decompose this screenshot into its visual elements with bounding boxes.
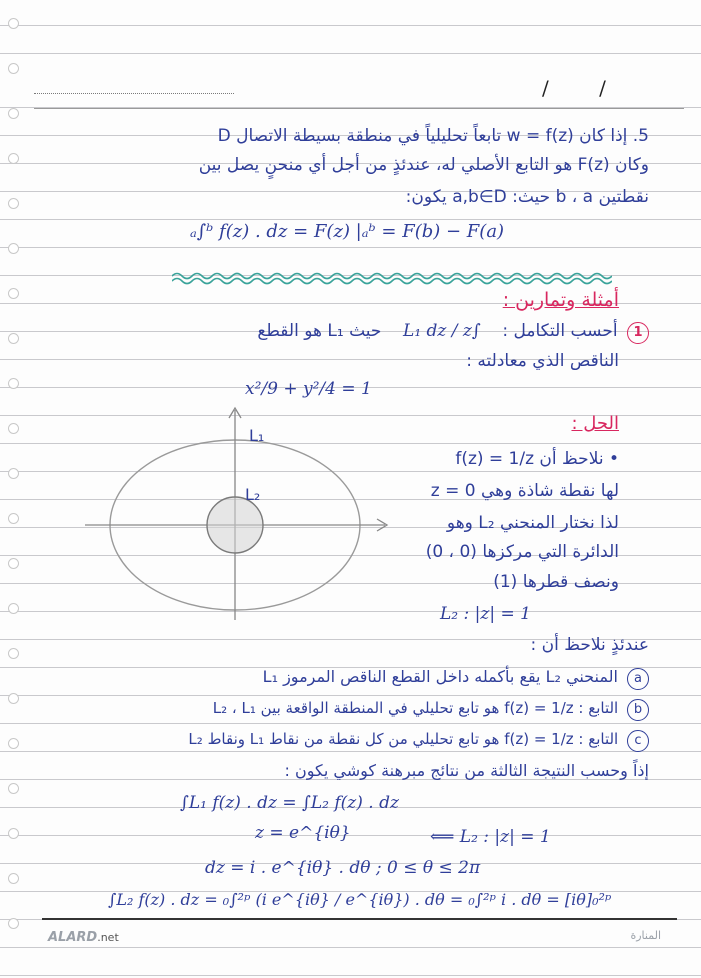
theorem-formula: ₐ∫ᵇ f(z) . dz = F(z) |ₐᵇ = F(b) − F(a) [190,221,505,242]
final-eq-1: ∫L₁ f(z) . dz = ∫L₂ f(z) . dz [180,793,399,813]
binder-hole [8,333,19,344]
theorem-line-1: 5. إذا كان w = f(z) تابعاً تحليلياً في منطقة بسيطة الاتصال D [217,126,649,146]
section-title: أمثلة وتمارين : [502,289,619,311]
label-l1: L₁ [249,426,265,445]
observation-a [263,666,649,690]
binder-hole [8,648,19,659]
brand-mark: المنارة [630,929,661,942]
observations-intro: عندئذٍ نلاحظ أن : [530,635,649,655]
binder-hole [8,513,19,524]
example-1-text: أحسب التكامل : [502,321,618,341]
binder-hole [8,18,19,29]
observation-a-text: المنحني L₂ يقع بأكمله داخل القطع الناقص المرموز L₁ [262,667,618,686]
binder-hole [8,558,19,569]
solution-title: الحل : [571,413,619,434]
binder-hole [8,198,19,209]
observation-b-marker: b [627,699,649,721]
example-1-line-1 [257,320,649,344]
final-eq-2: z = e^{iθ} [255,823,351,843]
example-number: 1 [627,322,649,344]
binder-hole [8,918,19,929]
circle-curve-l2 [207,497,263,553]
logo-text: ALARD [48,930,98,945]
final-eq-4: ∫L₂ f(z) . dz = ₀∫²ᵖ (i e^{iθ} / e^{iθ}) . dθ = ₀∫²ᵖ i . dθ = [iθ]₀²ᵖ [108,890,612,909]
binder-hole [8,783,19,794]
example-1-tail: حيث L₁ هو القطع [257,321,382,341]
observation-b-text: التابع : f(z) = 1/z هو تابع تحليلي في المنطقة الواقعة بين L₂ ، L₁ [212,699,619,717]
binder-hole [8,693,19,704]
binder-hole [8,153,19,164]
observation-c-text: التابع : f(z) = 1/z هو تابع تحليلي من كل نقطة من نقاط L₁ ونقاط L₂ [188,730,619,748]
solution-line-5: ونصف قطرها (1) [493,572,619,592]
conclusion-line: إذاً وحسب النتيجة الثالثة من نتائج مبرهنة كوشي يكون : [284,761,649,780]
binder-hole [8,108,19,119]
solution-line-2: لها نقطة شاذة وهي z = 0 [430,481,619,501]
observation-c [188,728,649,752]
binder-hole [8,468,19,479]
observation-a-marker: a [627,668,649,690]
binder-hole [8,828,19,839]
binder-hole [8,873,19,884]
theorem-line-3: نقطتين b ، a حيث: a,b∈D يكون: [405,187,649,207]
wavy-divider [172,270,612,286]
final-eq-3: dz = i . e^{iθ} . dθ ; 0 ≤ θ ≤ 2π [205,858,481,878]
observation-b [213,697,649,721]
binder-hole [8,378,19,389]
logo-suffix: .net [97,931,119,944]
l2-equation: L₂ : |z| = 1 [440,604,531,624]
solution-line-3: لذا نختار المنحني L₂ وهو [446,513,619,533]
observation-c-marker: c [627,730,649,752]
header-rule [34,108,684,109]
example-1-line-2: الناقص الذي معادلته : [466,351,619,371]
ellipse-graph [85,405,405,620]
alard-logo [48,930,119,945]
solution-line-4: الدائرة التي مركزها (0 ، 0) [425,542,619,562]
footer-rule [42,918,677,920]
solution-line-1: • نلاحظ أن f(z) = 1/z [455,449,619,469]
binder-hole [8,63,19,74]
binder-hole [8,288,19,299]
binder-hole [8,603,19,614]
binder-hole [8,243,19,254]
binder-hole [8,738,19,749]
binder-holes [8,18,18,968]
label-l2: L₂ [245,485,261,504]
theorem-line-2: وكان F(z) هو التابع الأصلي له، عندئذٍ من أجل أي منحنٍ يصل بين [198,155,649,175]
ellipse-equation: x²/9 + y²/4 = 1 [245,379,372,399]
example-1-integral: ∫L₁ dz / z [403,321,481,341]
binder-hole [8,423,19,434]
final-eq-2-note: ⟸ L₂ : |z| = 1 [430,827,551,847]
date-marks: / / [542,76,628,100]
header-dotted-line [34,93,234,94]
